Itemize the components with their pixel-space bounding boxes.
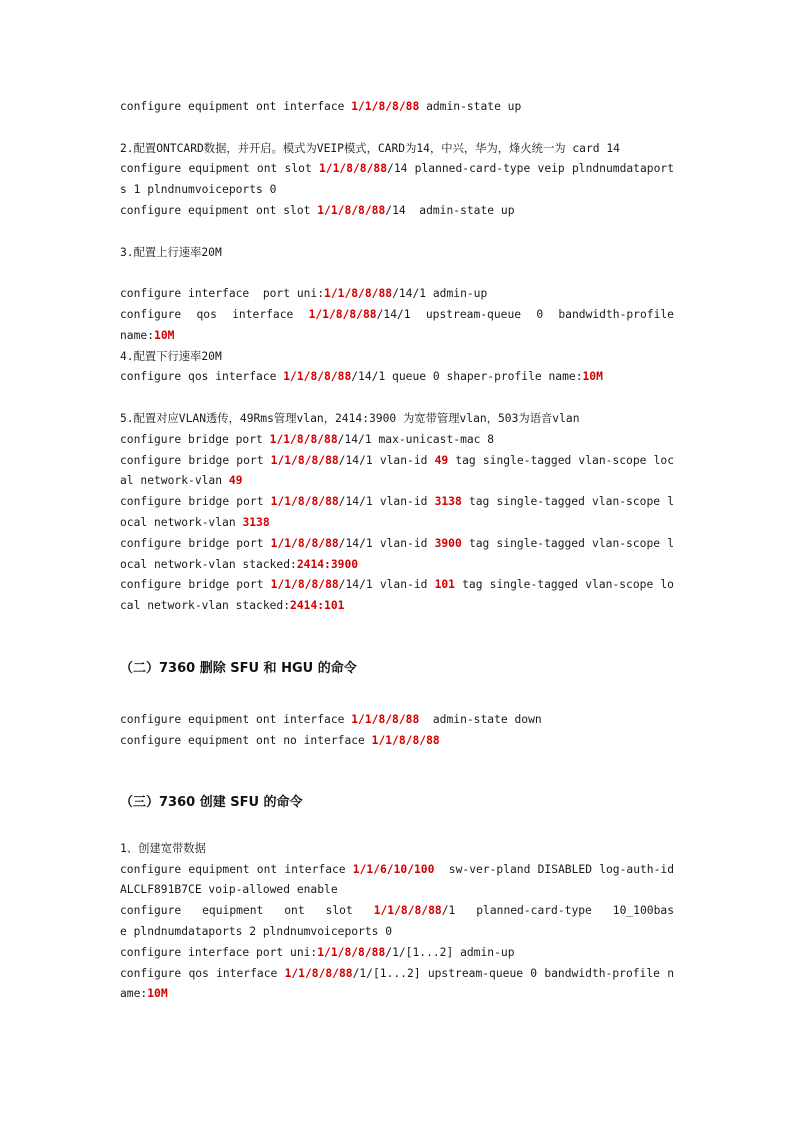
line-text: /14/1 vlan-id (338, 536, 435, 550)
highlighted-value: 1/1/8/8/88 (269, 432, 338, 446)
spacer (120, 617, 674, 659)
line-text: /14/1 vlan-id (338, 453, 435, 467)
line-text: /14/1 queue 0 shaper-profile name: (351, 370, 583, 384)
highlighted-value: 1/1/8/8/88 (319, 162, 388, 176)
line-text: configure qos interface (120, 307, 309, 321)
highlighted-value: 101 (434, 578, 455, 592)
highlighted-value: 1/1/8/8/88 (317, 203, 386, 217)
command-line (120, 201, 674, 222)
line-text: configure bridge port (120, 536, 271, 550)
spacer (120, 263, 674, 284)
command-line (120, 575, 674, 617)
command-line (120, 964, 674, 1006)
highlighted-value: 3138 (434, 495, 462, 509)
spacer (120, 814, 674, 835)
line-text: /1/[1...2] admin-up (385, 945, 515, 959)
highlighted-value: 1/1/8/8/88 (308, 307, 377, 321)
line-text: admin-state down (419, 713, 542, 727)
line-text: 5.配置对应VLAN透传，49Rms管理vlan，2414:3900 为宽带管理vlan，503为语音vlan (120, 411, 580, 425)
spacer (120, 222, 674, 243)
command-line (120, 534, 674, 576)
step-heading (120, 139, 674, 160)
highlighted-value: 49 (228, 474, 243, 488)
highlighted-value: 1/1/6/10/100 (352, 862, 435, 876)
line-text: configure qos interface (120, 966, 285, 980)
line-text: （二）7360 删除 SFU 和 HGU 的命令 (120, 660, 357, 676)
highlighted-value: 1/1/8/8/88 (373, 904, 442, 918)
spacer (120, 700, 674, 710)
command-line (120, 943, 674, 964)
step-heading (120, 347, 674, 368)
line-text: configure equipment ont interface (120, 100, 352, 113)
spacer (120, 752, 674, 794)
step-heading (120, 243, 674, 264)
step-heading (120, 409, 674, 430)
line-text: configure bridge port (120, 453, 271, 467)
command-line (120, 430, 674, 451)
line-text: /1 planned-card-type 10_100base plndnumdataports 2 plndnumvoiceports 0 (120, 904, 674, 939)
line-text: 4.配置下行速率20M (120, 349, 222, 363)
line-text: admin-state up (419, 100, 522, 113)
highlighted-value: 2414:101 (290, 599, 345, 613)
highlighted-value: 3138 (242, 515, 270, 529)
line-text: configure bridge port (120, 432, 270, 446)
command-line (120, 710, 674, 731)
highlighted-value: 10M (147, 987, 168, 1001)
command-line (120, 159, 674, 201)
spacer (120, 388, 674, 409)
highlighted-value: 10M (154, 328, 175, 342)
highlighted-value: 1/1/8/8/88 (283, 370, 352, 384)
line-text: 2.配置ONTCARD数据，并开启。模式为VEIP模式，CARD为14，中兴，华为，烽火统一为 card 14 (120, 141, 620, 155)
highlighted-value: 2414:3900 (296, 557, 359, 571)
highlighted-value: 1/1/8/8/88 (371, 733, 440, 747)
document-body (120, 97, 681, 1005)
line-text: configure interface port uni: (120, 945, 318, 959)
highlighted-value: 49 (434, 453, 449, 467)
line-text: 1、创建宽带数据 (120, 841, 206, 855)
highlighted-value: 1/1/8/8/88 (270, 536, 339, 550)
command-line (120, 731, 674, 752)
line-text: configure equipment ont no interface (120, 733, 372, 747)
line-text: /14/1 max-unicast-mac 8 (337, 432, 495, 446)
line-text: configure qos interface (120, 370, 284, 384)
highlighted-value: 1/1/8/8/88 (324, 287, 393, 301)
highlighted-value: 10M (582, 370, 603, 384)
line-text: 3.配置上行速率20M (120, 245, 222, 259)
command-line (120, 305, 681, 347)
line-text: sw-ver-pland DISABLED log-auth-id ALCLF891B7CE voip-allowed enable (120, 862, 681, 897)
line-text: configure bridge port (120, 495, 271, 509)
spacer (120, 679, 674, 700)
line-text: tag single-tagged vlan-scope local network-vlan (120, 495, 674, 529)
highlighted-value: 1/1/8/8/88 (270, 453, 339, 467)
line-text: configure equipment ont interface (120, 713, 352, 727)
command-line (120, 284, 674, 305)
highlighted-value: 3900 (434, 536, 462, 550)
section-heading (120, 793, 674, 814)
line-text: configure equipment ont slot (120, 162, 319, 176)
line-text: tag single-tagged vlan-scope local network-vlan stacked: (120, 578, 674, 613)
highlighted-value: 1/1/8/8/88 (270, 578, 339, 592)
line-text: （三）7360 创建 SFU 的命令 (120, 795, 303, 811)
highlighted-value: 1/1/8/8/88 (284, 966, 353, 980)
line-text: configure interface port uni: (120, 287, 325, 301)
command-line (120, 492, 674, 534)
highlighted-value: 1/1/8/8/88 (317, 945, 386, 959)
line-text: /14/1 vlan-id (338, 495, 435, 509)
line-text: configure equipment ont slot (120, 904, 374, 918)
line-text: /14/1 vlan-id (338, 578, 435, 592)
command-line (120, 97, 674, 118)
line-text: configure equipment ont interface (120, 862, 353, 876)
highlighted-value: 1/1/8/8/88 (270, 495, 339, 509)
highlighted-value: 1/1/8/8/88 (351, 100, 420, 113)
line-text: tag single-tagged vlan-scope local network-vlan stacked: (120, 536, 674, 571)
line-text: configure bridge port (120, 578, 271, 592)
line-text: /14 planned-card-type veip plndnumdataports 1 plndnumvoiceports 0 (120, 162, 674, 197)
line-text: configure equipment ont slot (120, 203, 318, 217)
step-heading (120, 839, 674, 860)
line-text: /14/1 upstream-queue 0 bandwidth-profile name: (120, 307, 681, 342)
line-text: tag single-tagged vlan-scope local network-vlan (120, 453, 674, 488)
section-heading (120, 659, 674, 680)
line-text: /14/1 admin-up (392, 287, 488, 301)
spacer (120, 118, 674, 139)
line-text: /14 admin-state up (385, 203, 515, 217)
command-line (120, 451, 674, 493)
command-line (120, 901, 674, 943)
command-line (120, 367, 674, 388)
command-line (120, 860, 681, 902)
line-text: /1/[1...2] upstream-queue 0 bandwidth-profile name: (120, 966, 674, 1001)
highlighted-value: 1/1/8/8/88 (351, 713, 420, 727)
